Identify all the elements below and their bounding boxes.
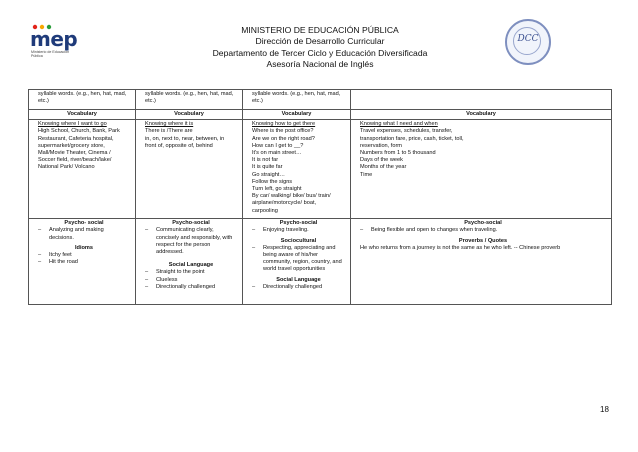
psycho-cell [351,219,612,305]
vocabulary-header: Vocabulary [29,110,136,120]
vocab-line: High School, Church, Bank, Park [38,128,120,135]
vocab-cell [136,120,243,219]
vocab-line: carpooling [252,207,278,214]
vocab-line: There is /There are [145,128,193,135]
psycho-cell [243,219,351,305]
vocab-line: supermarket/grocery store, [38,142,105,149]
header-advisory: Asesoría Nacional de Inglés [266,58,374,69]
vocab-line: Are we on the right road? [252,135,315,142]
proverb-text: He who returns from a journey is not the same as he who left. -- Chinese proverb [360,244,561,251]
vocab-line: airplane/motorcycle/ boat, [252,200,317,207]
dcc-seal-logo [505,19,551,65]
psycho-cell [29,219,136,305]
bullet-item: – Clueless [145,277,237,284]
vocab-line: in, on, next to, near, between, in [145,135,225,142]
seal-text: DCC [517,34,539,44]
vocab-line: Days of the week [360,157,403,164]
vocab-line: National Park/ Volcano [38,164,95,171]
vocab-line: By car/ walking/ bike/ bus/ train/ [252,193,331,200]
table-row-psycho [29,219,612,305]
vocab-line: Mall/Movie Theater, Cinema / [38,150,111,157]
table-cell: syllable words. (e.g., hen, hat, mad, etc.) [243,90,351,110]
bullet-item: – Communicating clearly, concisely and responsibly, with respect for the person addressed. [145,227,237,256]
bullet-item: – Enjoying traveling. [252,227,345,234]
vocab-line: Where is the post office? [252,128,314,135]
psycho-title: Psycho-social [172,220,210,227]
header-ministry: MINISTERIO DE EDUCACIÓN PÚBLICA [241,25,399,35]
vocab-line: Travel expenses, schedules, transfer, [360,128,453,135]
document-header [150,25,490,70]
curriculum-table [28,89,612,305]
bullet-item: – Straight to the point [145,269,237,276]
vocab-line: Follow the signs [252,178,293,185]
social-language-title: Social Language [276,276,321,283]
bullet-item: – Directionally challenged [252,284,345,291]
mep-logo-subtitle: Ministerio de Educación Pública [31,50,70,58]
table-row-vocab-header [29,110,612,120]
vocab-line: It is quite far [252,164,283,171]
bullet-item: – Analyzing and making decisions. [38,227,130,241]
psycho-cell [136,219,243,305]
bullet-item: – Directionally challenged [145,284,237,291]
table-cell: syllable words. (e.g., hen, hat, mad, etc.) [136,90,243,110]
vocab-title: Knowing how to get there [252,121,316,128]
header-direction: Dirección de Desarrollo Curricular [255,36,385,47]
vocab-line: Restaurant, Cafeteria hospital, [38,135,114,142]
bullet-item: – Being flexible and open to changes when traveling. [360,227,606,234]
vocab-line: It's on main street… [252,150,302,157]
vocab-line: Time [360,171,373,178]
vocab-cell [351,120,612,219]
bullet-item: – Hit the road [38,259,130,266]
table-cell: syllable words. (e.g., hen, hat, mad, etc.) [29,90,136,110]
vocabulary-header: Vocabulary [136,110,243,120]
vocab-line: It is not far [252,157,279,164]
vocab-cell [243,120,351,219]
vocabulary-header: Vocabulary [243,110,351,120]
vocab-line: Months of the year [360,164,407,171]
psycho-title: Psycho-social [279,220,318,227]
vocabulary-header: Vocabulary [351,110,612,120]
vocab-title: Knowing where I want to go [38,121,107,128]
vocab-line: How can I get to __? [252,142,304,149]
vocab-line: transportation fare, price, cash, ticket, toll, [360,135,464,142]
vocab-line: Soccer field, river/beach/lake/ [38,157,112,164]
proverbs-title: Proverbs / Quotes [458,237,508,244]
vocab-line: front of, opposite of, behind [145,142,213,149]
bullet-item: – Respecting, appreciating and being aware of his/her community, region, country, and world travel opportunities [252,245,345,274]
mep-logo [30,27,90,61]
psycho-title: Psycho- social [64,220,104,227]
social-language-title: Social Language [168,262,214,269]
vocab-title: Knowing where it is [145,121,194,128]
sociocultural-title: Sociocultural [280,237,317,244]
vocab-line: Turn left, go straight [252,186,302,193]
vocab-line: reservation, form [360,142,402,149]
header-department: Departamento de Tercer Ciclo y Educación Diversificada [212,47,428,58]
page-number: 18 [600,405,609,414]
table-row-top [29,90,612,110]
mep-logo-text: mep [30,27,78,51]
psycho-title: Psycho-social [464,220,502,227]
table-cell [351,90,612,110]
vocab-line: Numbers from 1 to 5 thousand [360,150,436,157]
bullet-item: – Itchy feet [38,252,130,259]
vocab-title: Knowing what I need and when [360,121,438,128]
vocab-cell [29,120,136,219]
table-row-vocab [29,120,612,219]
vocab-line: Go straight… [252,171,285,178]
idioms-title: Idioms [74,244,94,251]
